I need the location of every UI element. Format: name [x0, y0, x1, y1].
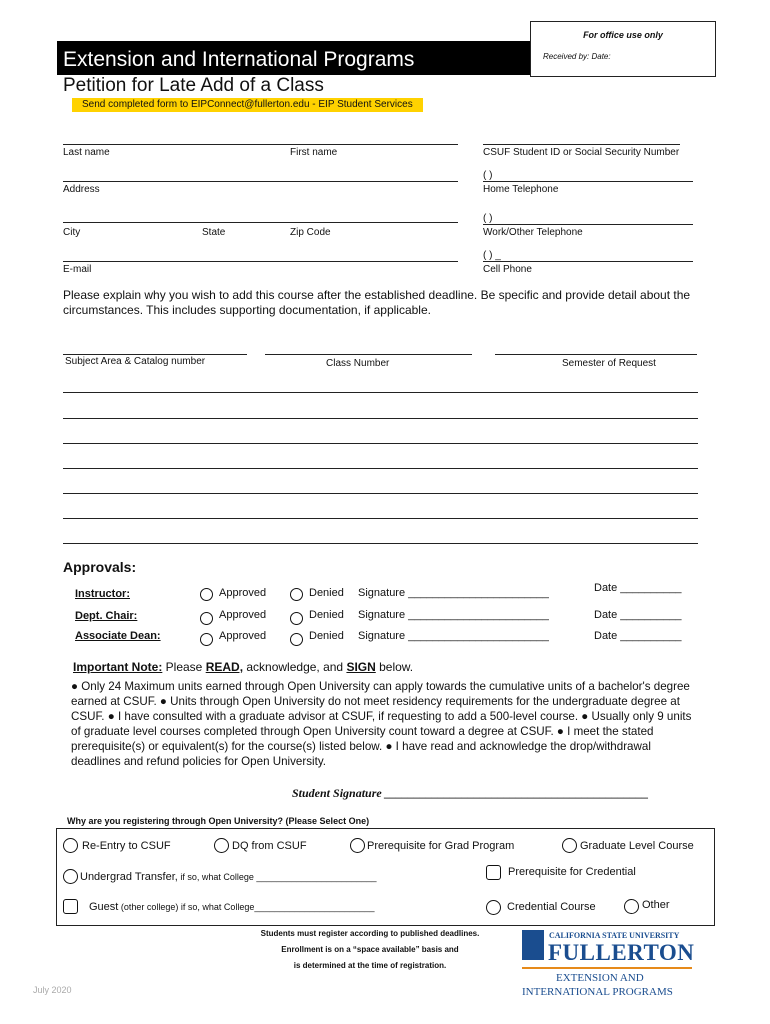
explanation-line[interactable]	[63, 518, 698, 519]
home-phone-label: Home Telephone	[483, 184, 559, 195]
other-radio[interactable]	[624, 899, 639, 914]
reentry-radio[interactable]	[63, 838, 78, 853]
explanation-line[interactable]	[63, 443, 698, 444]
email-line[interactable]	[63, 261, 458, 262]
chair-denied-radio[interactable]	[290, 612, 303, 625]
university-seal-icon	[522, 930, 544, 960]
send-instruction: Send completed form to EIPConnect@fullerton.edu - EIP Student Services	[72, 98, 423, 112]
reason-question: Why are you registering through Open University? (Please Select One)	[67, 816, 370, 826]
prereq-grad-radio[interactable]	[350, 838, 365, 853]
name-line[interactable]	[63, 144, 458, 145]
instructor-label: Instructor:	[75, 588, 130, 600]
guest-text: Guest	[89, 901, 119, 913]
denied-label: Denied	[309, 587, 344, 599]
credential-course-label: Credential Course	[507, 901, 596, 913]
chair-approved-radio[interactable]	[200, 612, 213, 625]
office-use-title: For office use only	[583, 30, 663, 40]
logo-csu-text: CALIFORNIA STATE UNIVERSITY	[549, 931, 680, 940]
guest-checkbox[interactable]	[63, 899, 78, 914]
office-use-box	[530, 21, 716, 77]
note-read: READ,	[205, 660, 244, 674]
subject-label: Subject Area & Catalog number	[65, 356, 206, 367]
explanation-line[interactable]	[63, 418, 698, 419]
semester-label: Semester of Request	[562, 358, 656, 369]
signature-field[interactable]: Signature _______________________	[358, 587, 549, 599]
date-field[interactable]: Date __________	[594, 630, 682, 642]
work-phone-line[interactable]	[483, 224, 693, 225]
logo-fullerton-text: FULLERTON	[548, 940, 695, 965]
dean-approved-radio[interactable]	[200, 633, 213, 646]
explanation-line[interactable]	[63, 392, 698, 393]
zip-label: Zip Code	[290, 227, 331, 238]
date-field[interactable]: Date __________	[594, 582, 682, 594]
dq-label: DQ from CSUF	[232, 840, 307, 852]
form-date: July 2020	[33, 985, 72, 995]
important-note-title	[73, 660, 413, 674]
registration-note	[230, 926, 510, 974]
important-note-label: Important Note:	[73, 660, 163, 674]
guest-college-field[interactable]: (other college) if so, what College________________________	[118, 902, 375, 912]
cell-phone-paren: ( ) _	[483, 250, 501, 261]
address-label: Address	[63, 184, 100, 195]
reentry-label: Re-Entry to CSUF	[82, 840, 171, 852]
semester-line[interactable]	[495, 354, 697, 355]
work-phone-label: Work/Other Telephone	[483, 227, 583, 238]
explain-instruction: Please explain why you wish to add this course after the established deadline. Be specific and provide detail about the circumstances. This includes supporting documentation, if applicable.	[63, 288, 691, 317]
cell-phone-label: Cell Phone	[483, 264, 532, 275]
dean-denied-radio[interactable]	[290, 633, 303, 646]
grad-level-radio[interactable]	[562, 838, 577, 853]
prereq-grad-label: Prerequisite for Grad Program	[367, 840, 515, 852]
student-signature-field[interactable]: Student Signature ____________________________________________	[292, 786, 649, 800]
class-number-label: Class Number	[326, 358, 390, 369]
office-received-label: Received by: Date:	[543, 52, 611, 61]
first-name-label: First name	[290, 147, 338, 158]
home-phone-paren: ( )	[483, 170, 493, 181]
address-line[interactable]	[63, 181, 458, 182]
grad-level-label: Graduate Level Course	[580, 840, 694, 852]
associate-dean-label: Associate Dean:	[75, 630, 161, 642]
approved-label: Approved	[219, 587, 267, 599]
date-field[interactable]: Date __________	[594, 609, 682, 621]
undergrad-transfer-text: Undergrad Transfer,	[80, 871, 178, 883]
approved-label: Approved	[219, 609, 267, 621]
subject-line[interactable]	[63, 354, 247, 355]
dept-chair-label: Dept. Chair:	[75, 610, 138, 622]
registration-note-line-2: Enrollment is on a “space available” basis and	[281, 945, 459, 954]
class-number-line[interactable]	[265, 354, 472, 355]
explanation-line[interactable]	[63, 543, 698, 544]
guest-label	[89, 901, 375, 913]
denied-label: Denied	[309, 630, 344, 642]
student-id-line[interactable]	[483, 144, 680, 145]
prereq-credential-label: Prerequisite for Credential	[508, 866, 636, 878]
explanation-line[interactable]	[63, 493, 698, 494]
note-sign: SIGN	[346, 660, 376, 674]
undergrad-transfer-radio[interactable]	[63, 869, 78, 884]
state-label: State	[202, 227, 226, 238]
logo-extension-text: EXTENSION AND	[556, 972, 644, 984]
undergrad-college-field[interactable]: if so, what College ________________________	[177, 872, 377, 882]
note-below: below.	[375, 660, 414, 674]
undergrad-transfer-label	[80, 871, 377, 883]
important-note-body: ● Only 24 Maximum units earned through Open University can apply towards the cumulative units of a bachelor's degree earned at CSUF. ● Units through Open University do not meet residency requirements for the undergraduate degree at CSUF. ● I have consulted with a graduate advisor at CSUF, if requesting to add a 500-level course. ● Usually only 9 units of graduate level courses completed through Open University count toward a degree at CSUF. ● I meet the stated prerequisite(s) or equivalent(s) for the course(s) listed below. ● I have read and acknowledge the drop/withdrawal deadlines and refund policies for Open University.	[71, 680, 692, 768]
email-label: E-mail	[63, 264, 92, 275]
last-name-label: Last name	[63, 147, 110, 158]
cell-phone-line[interactable]	[483, 261, 693, 262]
form-subtitle: Petition for Late Add of a Class	[63, 75, 324, 96]
other-label: Other	[642, 899, 670, 911]
page-title: Extension and International Programs	[63, 48, 415, 71]
work-phone-paren: ( )	[483, 213, 493, 224]
credential-course-radio[interactable]	[486, 900, 501, 915]
registration-note-line-1: Students must register according to published deadlines.	[260, 929, 480, 938]
explanation-line[interactable]	[63, 468, 698, 469]
instructor-approved-radio[interactable]	[200, 588, 213, 601]
registration-note-line-3: is determined at the time of registration.	[293, 961, 447, 970]
city-label: City	[63, 227, 81, 238]
logo-divider	[522, 967, 692, 969]
signature-field[interactable]: Signature _______________________	[358, 630, 549, 642]
note-please: Please	[162, 660, 206, 674]
approvals-title: Approvals:	[63, 559, 137, 575]
dq-radio[interactable]	[214, 838, 229, 853]
logo-intl-programs-text: INTERNATIONAL PROGRAMS	[522, 986, 673, 998]
student-id-label: CSUF Student ID or Social Security Number	[483, 147, 680, 158]
denied-label: Denied	[309, 609, 344, 621]
home-phone-line[interactable]	[483, 181, 693, 182]
note-ack: acknowledge, and	[243, 660, 347, 674]
instructor-denied-radio[interactable]	[290, 588, 303, 601]
prereq-credential-checkbox[interactable]	[486, 865, 501, 880]
approved-label: Approved	[219, 630, 267, 642]
city-line[interactable]	[63, 222, 458, 223]
signature-field[interactable]: Signature _______________________	[358, 609, 549, 621]
